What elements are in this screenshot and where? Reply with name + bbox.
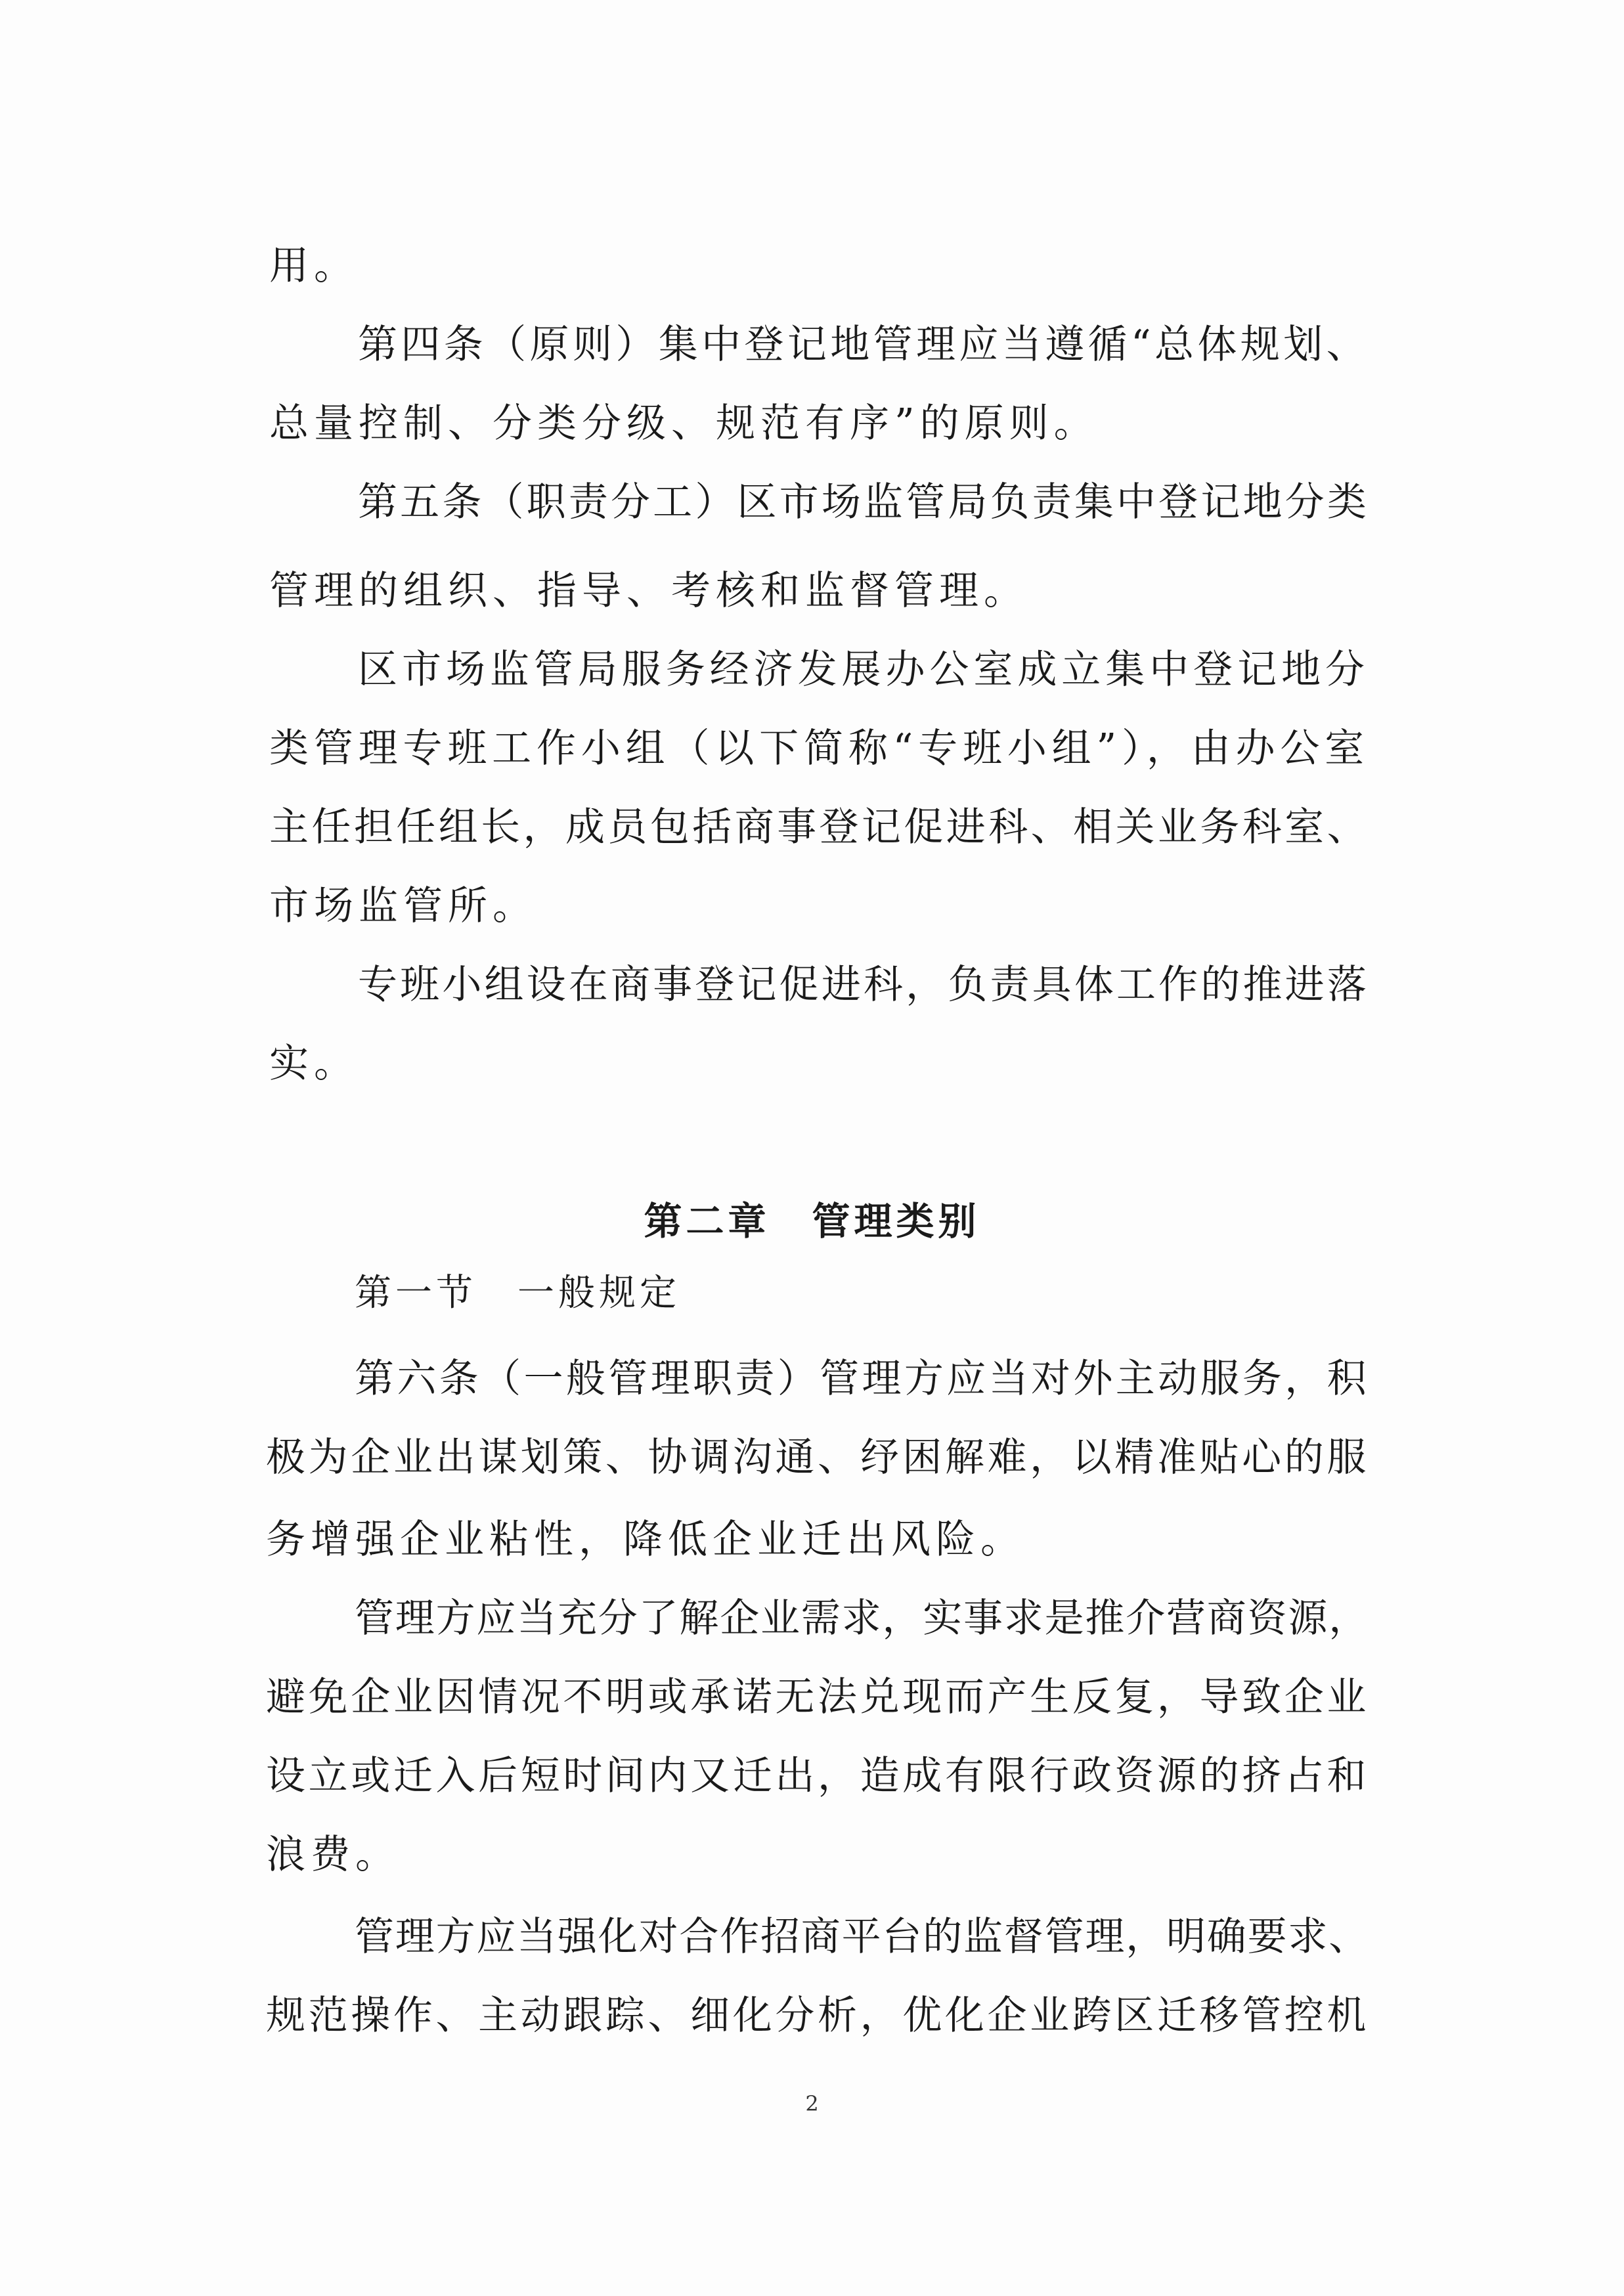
text-line (0, 709, 1624, 788)
text-line (0, 1579, 1624, 1658)
text-line-content: 管理的组织、指导、考核和监督管理。 (269, 568, 1028, 614)
text-line (0, 1339, 1624, 1418)
text-line (0, 1658, 1624, 1737)
text-line-content: 极为企业出谋划策、协调沟通、纾困解难，以精准贴心的服 (266, 1435, 1369, 1481)
text-line (0, 867, 1624, 945)
text-line-content: 专班小组设在商事登记促进科，负责具体工作的推进落 (358, 962, 1369, 1008)
text-line-content: 规范操作、主动跟踪、细化分析，优化企业跨区迁移管控机 (266, 1993, 1369, 2039)
text-line-content: 务增强企业粘性，降低企业迁出风险。 (266, 1517, 1025, 1563)
text-line-content: 管理方应当充分了解企业需求，实事求是推介营商资源， (355, 1595, 1369, 1641)
text-line-content: 实。 (269, 1041, 359, 1087)
chapter-title: 第二章 管理类别 (644, 1199, 980, 1244)
text-line (0, 384, 1624, 463)
text-line-content: 用。 (269, 243, 359, 289)
text-line-content: 类管理专班工作小组（以下简称“专班小组”），由办公室 (269, 726, 1369, 771)
text-line (0, 1976, 1624, 2055)
text-line (0, 552, 1624, 630)
text-line-content: 区市场监管局服务经济发展办公室成立集中登记地分 (358, 647, 1369, 693)
page-number: 2 (805, 2091, 819, 2116)
text-line (0, 630, 1624, 709)
text-line (0, 1418, 1624, 1497)
text-line-content: 第四条（原则）集中登记地管理应当遵循“总体规划、 (358, 322, 1369, 368)
text-line-content: 第五条（职责分工）区市场监管局负责集中登记地分类 (358, 479, 1369, 525)
text-line (0, 1024, 1624, 1103)
text-line (0, 305, 1624, 384)
text-line-content: 浪费。 (266, 1832, 400, 1878)
section-title: 第一节 一般规定 (355, 1272, 680, 1314)
text-line-content: 设立或迁入后短时间内又迁出，造成有限行政资源的挤占和 (266, 1753, 1369, 1799)
text-line-content: 总量控制、分类分级、规范有序”的原则。 (269, 401, 1099, 446)
text-line (0, 788, 1624, 867)
text-line (0, 463, 1624, 542)
text-line (0, 1737, 1624, 1815)
text-line (0, 945, 1624, 1024)
text-line (0, 1897, 1624, 1976)
text-line (0, 1500, 1624, 1579)
text-line-content: 避免企业因情况不明或承诺无法兑现而产生反复，导致企业 (266, 1674, 1369, 1720)
text-line-content: 主任担任组长，成员包括商事登记促进科、相关业务科室、 (269, 804, 1369, 850)
text-line (0, 227, 1624, 305)
text-line-content: 管理方应当强化对合作招商平台的监督管理，明确要求、 (355, 1914, 1369, 1960)
text-line-content: 市场监管所。 (269, 883, 537, 929)
text-line-content: 第六条（一般管理职责）管理方应当对外主动服务，积 (355, 1356, 1369, 1402)
text-line (0, 1815, 1624, 1894)
